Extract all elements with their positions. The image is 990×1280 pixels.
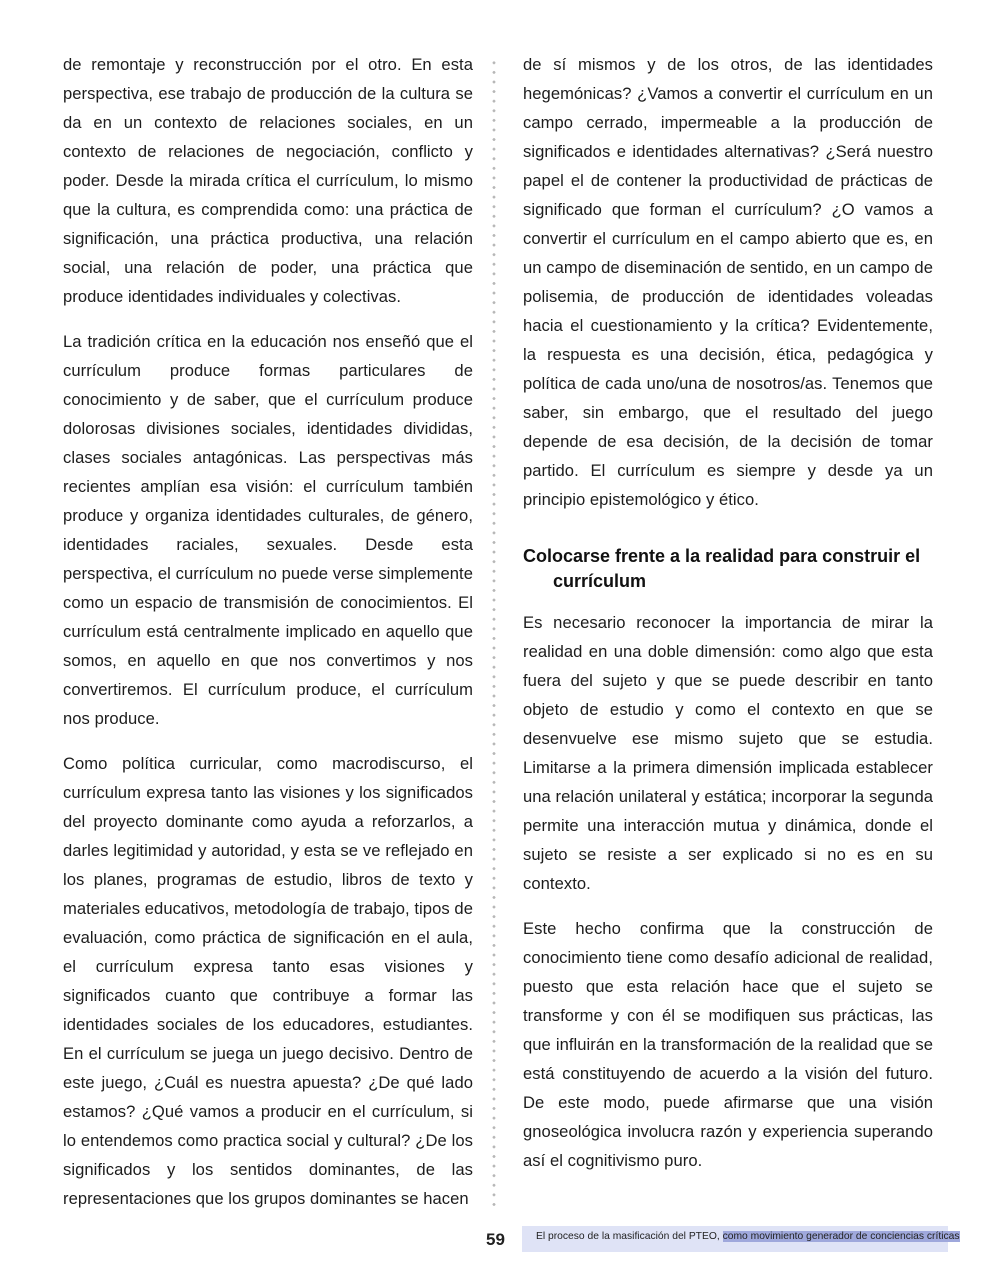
- page-number: 59: [486, 1230, 505, 1249]
- section-heading: Colocarse frente a la realidad para construir el currículum: [523, 546, 921, 591]
- footer-title: [536, 1230, 960, 1244]
- paragraph: de remontaje y reconstrucción por el otro. En esta perspectiva, ese trabajo de producción de la cultura se da en un contexto de relaciones sociales, en un contexto de relaciones de negociación, conflicto y poder. Desde la mirada crítica el currículum, lo mismo que la cultura, es comprendida como: una práctica de significación, una práctica productiva, una relación social, una relación de poder, una práctica que produce identidades individuales y colectivas.: [63, 55, 473, 306]
- paragraph: Como política curricular, como macrodiscurso, el currículum expresa tanto las visiones y los significados del proyecto dominante como ayuda a reforzarlos, a darles legitimidad y autoridad, y esta se ve reflejado en los planes, programas de estudio, libros de texto y materiales educativos, metodología de trabajo, tipos de evaluación, como práctica de significación en el aula, el currículum expresa tanto esas visiones y significados cuanto que contribuye a formar las identidades sociales de los educadores, estudiantes. En el currículum se juega un juego decisivo. Dentro de este juego, ¿Cuál es nuestra apuesta? ¿De qué lado estamos? ¿Qué vamos a producir en el currículum, si lo entendemos como practica social y cultural? ¿De los significados y los sentidos dominantes, de las representaciones que los grupos dominantes se hacen: [63, 754, 473, 1208]
- paragraph: La tradición crítica en la educación nos enseñó que el currículum produce formas particulares de conocimiento y de saber, que el currículum produce dolorosas divisiones sociales, identidades divididas, clases sociales antagónicas. Las perspectivas más recientes amplían esa visión: el currículum también produce y organiza identidades culturales, de género, identidades raciales, sexuales. Desde esta perspectiva, el currículum no puede verse simplemente como un espacio de transmisión de conocimientos. El currículum está centralmente implicado en aquello que somos, en aquello en que nos convertimos y nos convertiremos. El currículum produce, el currículum nos produce.: [63, 332, 473, 728]
- dotted-column-divider: [492, 58, 496, 1210]
- left-column: [63, 50, 473, 1229]
- paragraph: Este hecho confirma que la construcción de conocimiento tiene como desafío adicional de realidad, puesto que esta relación hace que el sujeto se transforme y con él se modifiquen sus prácticas, las que influirán en la transformación de la realidad que se está constituyendo de acuerdo a la visión del futuro. De este modo, puede afirmarse que una visión gnoseológica involucra razón y experiencia superando así el cognitivismo puro.: [523, 919, 933, 1170]
- footer-title-plain: El proceso de la masificación del PTEO,: [536, 1231, 723, 1242]
- footer-title-highlight: como movimiento generador de conciencias críticas: [722, 1231, 960, 1242]
- paragraph: Es necesario reconocer la importancia de mirar la realidad en una doble dimensión: como algo que esta fuera del sujeto y que se puede describir en tanto objeto de estudio y como el contexto en que se desenvuelve ese mismo sujeto que se estudia. Limitarse a la primera dimensión implicada establecer una relación unilateral y estática; incorporar la segunda permite una interacción mutua y dinámica, donde el sujeto se resiste a ser explicado si no es en su contexto.: [523, 613, 933, 893]
- right-column: [523, 50, 933, 1191]
- paragraph: de sí mismos y de los otros, de las identidades hegemónicas? ¿Vamos a convertir el currículum en un campo cerrado, impermeable a la producción de significados e identidades alternativas? ¿Será nuestro papel el de contener la productividad de prácticas de significado que forman el currículum? ¿O vamos a convertir el currículum en el campo abierto que es, en un campo de diseminación de sentido, en un campo de polisemia, de producción de identidades voleadas hacia el cuestionamiento y la crítica? Evidentemente, la respuesta es una decisión, ética, pedagógica y política de cada uno/una de nosotros/as. Tenemos que saber, sin embargo, que el resultado del juego depende de esa decisión, de la decisión de tomar partido. El currículum es siempre y desde ya un principio epistemológico y ético.: [523, 55, 933, 509]
